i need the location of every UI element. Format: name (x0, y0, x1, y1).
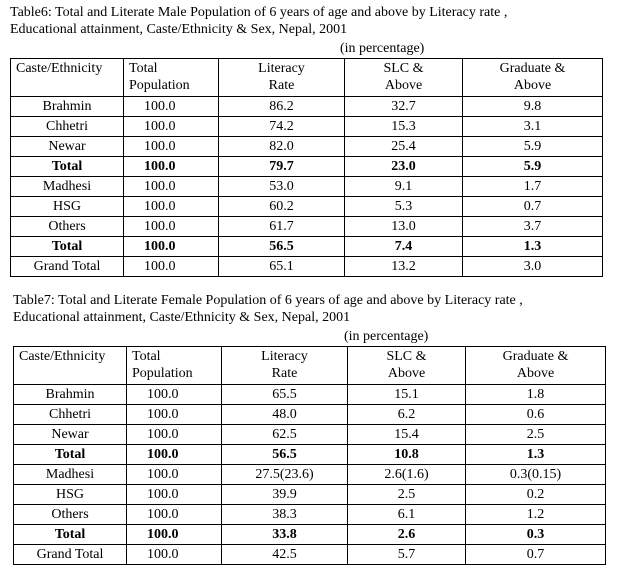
table7-header-row (14, 347, 606, 385)
table6-header-row (11, 59, 603, 97)
header-total-line2: Population (132, 366, 193, 381)
cell-graduate-above: 1.7 (463, 177, 603, 197)
cell-slc-above: 5.7 (348, 545, 466, 565)
cell-slc-above: 2.6(1.6) (348, 465, 466, 485)
table-row (11, 117, 603, 137)
cell-total-population: 100.0 (124, 117, 219, 137)
table-row (11, 97, 603, 117)
cell-literacy-rate: 56.5 (222, 445, 348, 465)
cell-caste: HSG (11, 197, 124, 217)
cell-graduate-above: 5.9 (463, 137, 603, 157)
table6-caption-line2: Educational attainment, Caste/Ethnicity & Sex, Nepal, 2001 (10, 22, 348, 37)
cell-total-population: 100.0 (124, 137, 219, 157)
header-graduate-line2: Above (513, 78, 552, 93)
cell-slc-above: 10.8 (348, 445, 466, 465)
cell-caste: Brahmin (11, 97, 124, 117)
cell-literacy-rate: 27.5(23.6) (222, 465, 348, 485)
table-row (14, 505, 606, 525)
header-literacy-line1: Literacy (258, 61, 305, 76)
cell-total-population: 100.0 (124, 257, 219, 277)
header-graduate (463, 59, 603, 97)
cell-caste: Total (11, 237, 124, 257)
cell-slc-above: 6.2 (348, 405, 466, 425)
cell-total-population: 100.0 (127, 525, 222, 545)
table7-caption-line2: Educational attainment, Caste/Ethnicity & Sex, Nepal, 2001 (13, 310, 351, 325)
cell-total-population: 100.0 (127, 385, 222, 405)
cell-total-population: 100.0 (127, 485, 222, 505)
header-slc (345, 59, 463, 97)
header-literacy-line2: Rate (271, 366, 298, 381)
cell-literacy-rate: 65.5 (222, 385, 348, 405)
cell-caste: Madhesi (11, 177, 124, 197)
header-slc-line1: SLC & (383, 61, 424, 76)
cell-literacy-rate: 74.2 (219, 117, 345, 137)
table6-caption-line1: Table6: Total and Literate Male Population of 6 years of age and above by Literacy rate , (10, 5, 508, 20)
cell-total-population: 100.0 (127, 425, 222, 445)
table7-caption-line1: Table7: Total and Literate Female Population of 6 years of age and above by Literacy rate , (13, 293, 523, 308)
cell-graduate-above: 0.6 (466, 405, 606, 425)
cell-literacy-rate: 56.5 (219, 237, 345, 257)
cell-graduate-above: 1.3 (466, 445, 606, 465)
cell-caste: Grand Total (14, 545, 127, 565)
cell-literacy-rate: 48.0 (222, 405, 348, 425)
cell-total-population: 100.0 (124, 217, 219, 237)
cell-literacy-rate: 33.8 (222, 525, 348, 545)
cell-slc-above: 2.5 (348, 485, 466, 505)
cell-graduate-above: 1.2 (466, 505, 606, 525)
cell-caste: Others (14, 505, 127, 525)
table-row (14, 545, 606, 565)
table6 (10, 58, 603, 277)
cell-total-population: 100.0 (124, 97, 219, 117)
cell-caste: Madhesi (14, 465, 127, 485)
cell-graduate-above: 0.7 (466, 545, 606, 565)
cell-caste: Chhetri (14, 405, 127, 425)
cell-slc-above: 13.2 (345, 257, 463, 277)
table-row (14, 425, 606, 445)
table-row (14, 445, 606, 465)
header-graduate-line2: Above (516, 366, 555, 381)
cell-graduate-above: 0.2 (466, 485, 606, 505)
header-graduate-line1: Graduate & (502, 349, 569, 364)
table-row (14, 405, 606, 425)
cell-graduate-above: 0.7 (463, 197, 603, 217)
table7 (13, 346, 606, 565)
table-row (11, 197, 603, 217)
cell-total-population: 100.0 (124, 237, 219, 257)
table-row (14, 385, 606, 405)
cell-slc-above: 2.6 (348, 525, 466, 545)
cell-literacy-rate: 38.3 (222, 505, 348, 525)
header-slc-line2: Above (387, 366, 426, 381)
cell-literacy-rate: 53.0 (219, 177, 345, 197)
cell-slc-above: 15.4 (348, 425, 466, 445)
header-total-line2: Population (129, 78, 190, 93)
cell-literacy-rate: 61.7 (219, 217, 345, 237)
table-row (14, 525, 606, 545)
header-caste-label: Caste/Ethnicity (16, 61, 103, 76)
cell-caste: HSG (14, 485, 127, 505)
cell-total-population: 100.0 (127, 405, 222, 425)
table-row (11, 217, 603, 237)
table-row (14, 485, 606, 505)
cell-literacy-rate: 42.5 (222, 545, 348, 565)
cell-slc-above: 9.1 (345, 177, 463, 197)
header-slc-line2: Above (384, 78, 423, 93)
cell-literacy-rate: 65.1 (219, 257, 345, 277)
cell-slc-above: 5.3 (345, 197, 463, 217)
cell-total-population: 100.0 (124, 177, 219, 197)
cell-graduate-above: 1.8 (466, 385, 606, 405)
cell-total-population: 100.0 (127, 465, 222, 485)
cell-caste: Grand Total (11, 257, 124, 277)
cell-total-population: 100.0 (127, 545, 222, 565)
header-slc-line1: SLC & (386, 349, 427, 364)
table-row (11, 237, 603, 257)
cell-slc-above: 7.4 (345, 237, 463, 257)
cell-caste: Total (11, 157, 124, 177)
cell-graduate-above: 2.5 (466, 425, 606, 445)
header-slc (348, 347, 466, 385)
cell-total-population: 100.0 (127, 445, 222, 465)
cell-graduate-above: 0.3 (466, 525, 606, 545)
table-row (14, 465, 606, 485)
cell-slc-above: 23.0 (345, 157, 463, 177)
cell-literacy-rate: 86.2 (219, 97, 345, 117)
cell-literacy-rate: 39.9 (222, 485, 348, 505)
header-literacy (222, 347, 348, 385)
cell-caste: Others (11, 217, 124, 237)
header-graduate-line1: Graduate & (499, 61, 566, 76)
header-total-line1: Total (129, 61, 158, 76)
cell-graduate-above: 3.7 (463, 217, 603, 237)
cell-graduate-above: 1.3 (463, 237, 603, 257)
cell-caste: Newar (14, 425, 127, 445)
cell-graduate-above: 0.3(0.15) (466, 465, 606, 485)
cell-slc-above: 6.1 (348, 505, 466, 525)
header-caste (11, 59, 124, 97)
header-literacy-line1: Literacy (261, 349, 308, 364)
table7-unit: (in percentage) (344, 329, 429, 344)
cell-caste: Chhetri (11, 117, 124, 137)
header-caste (14, 347, 127, 385)
table-row (11, 137, 603, 157)
header-literacy (219, 59, 345, 97)
cell-slc-above: 32.7 (345, 97, 463, 117)
cell-graduate-above: 9.8 (463, 97, 603, 117)
cell-graduate-above: 5.9 (463, 157, 603, 177)
cell-literacy-rate: 79.7 (219, 157, 345, 177)
table-row (11, 177, 603, 197)
cell-literacy-rate: 62.5 (222, 425, 348, 445)
cell-slc-above: 15.1 (348, 385, 466, 405)
header-caste-label: Caste/Ethnicity (19, 349, 106, 364)
header-literacy-line2: Rate (268, 78, 295, 93)
header-total-line1: Total (132, 349, 161, 364)
cell-slc-above: 13.0 (345, 217, 463, 237)
cell-slc-above: 15.3 (345, 117, 463, 137)
cell-caste: Brahmin (14, 385, 127, 405)
cell-caste: Total (14, 445, 127, 465)
cell-caste: Newar (11, 137, 124, 157)
cell-caste: Total (14, 525, 127, 545)
table-row (11, 257, 603, 277)
cell-slc-above: 25.4 (345, 137, 463, 157)
cell-literacy-rate: 60.2 (219, 197, 345, 217)
table6-unit: (in percentage) (340, 41, 425, 56)
cell-total-population: 100.0 (124, 157, 219, 177)
header-graduate (466, 347, 606, 385)
header-total (127, 347, 222, 385)
cell-total-population: 100.0 (127, 505, 222, 525)
cell-literacy-rate: 82.0 (219, 137, 345, 157)
cell-total-population: 100.0 (124, 197, 219, 217)
header-total (124, 59, 219, 97)
table-row (11, 157, 603, 177)
cell-graduate-above: 3.1 (463, 117, 603, 137)
cell-graduate-above: 3.0 (463, 257, 603, 277)
